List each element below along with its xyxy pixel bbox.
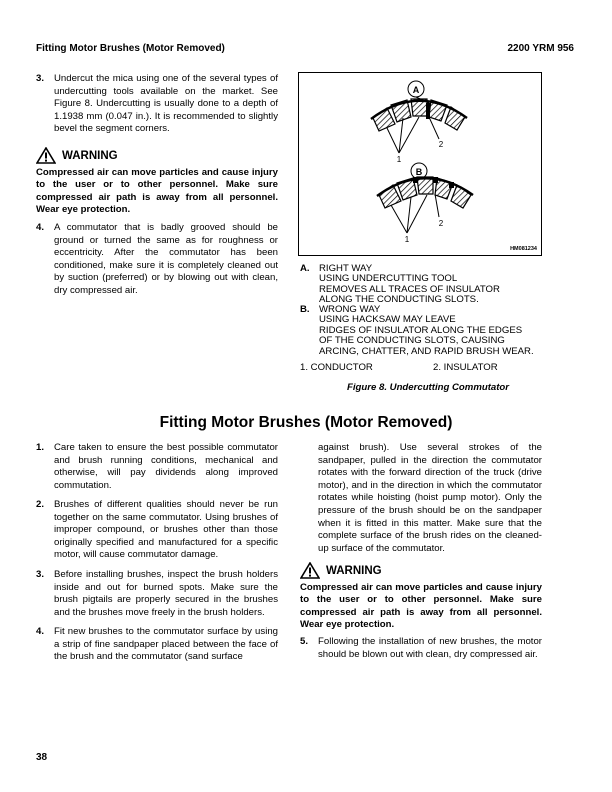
- step-number: 4.: [36, 626, 45, 637]
- step-number: 3.: [36, 73, 45, 84]
- warning-title: WARNING: [326, 564, 382, 577]
- part-conductor: 1. CONDUCTOR: [300, 362, 373, 373]
- step-number: 3.: [36, 569, 45, 580]
- warning-triangle-icon: [36, 147, 56, 164]
- warning-heading: [300, 562, 542, 579]
- step-text: Fit new brushes to the commutator surface by using a strip of fine sandpaper placed between the face of the brush and the commutator (sand surface: [54, 626, 278, 663]
- label-a: A: [412, 85, 420, 95]
- step-number: 4.: [36, 222, 45, 233]
- legend-line: ARCING, CHATTER, AND RAPID BRUSH WEAR.: [319, 345, 534, 357]
- figure-caption: Figure 8. Undercutting Commutator: [347, 382, 510, 393]
- warning-text: Compressed air can move particles and cause injury to the user or to other personnel. Make sure compressed air path is away from all personnel. Wear eye protection.: [300, 582, 542, 631]
- running-header-title: Fitting Motor Brushes (Motor Removed): [36, 43, 225, 54]
- warning-triangle-icon: [300, 562, 320, 579]
- legend-line: USING UNDERCUTTING TOOL: [319, 273, 458, 285]
- step-text: A commutator that is badly grooved should be ground or turned the same as for roughness or eccentricity. After the commutator has been conditioned, make sure it is completely cleaned out by suction (preferred) or by blowing out with clean, dry compressed air.: [54, 222, 278, 296]
- page-number: 38: [36, 752, 48, 763]
- legend-line: USING HACKSAW MAY LEAVE: [319, 314, 456, 326]
- diagram-b-segments: [377, 177, 473, 208]
- warning-block-2: [300, 562, 542, 632]
- document-number: 2200 YRM 956: [507, 43, 574, 54]
- legend-line: RIDGES OF INSULATOR ALONG THE EDGES: [319, 324, 523, 336]
- warning-text: Compressed air can move particles and cause injury to the user or to other personnel. Make sure compressed air path is away from all personnel. Wear eye protection.: [36, 167, 278, 216]
- callout-1-a: 1: [396, 155, 402, 164]
- warning-block-1: [36, 147, 278, 217]
- warning-heading: [36, 147, 278, 164]
- label-b: B: [415, 167, 423, 177]
- step-text: Before installing brushes, inspect the brush holders inside and out for burned spots. Make sure the brush pigtails are properly secured in the brushes and the brushes move freely in the brush holders.: [54, 569, 278, 618]
- step-text: Undercut the mica using one of the several types of undercutting tools available on the market. See Figure 8. Undercutting is usually done to a depth of 1.1938 mm (0.047 in.). It is recommended to slightly bevel the segment corners.: [54, 73, 278, 135]
- callout-2-b: 2: [438, 219, 444, 228]
- legend-line: RIGHT WAY: [319, 263, 373, 274]
- legend-line: REMOVES ALL TRACES OF INSULATOR: [319, 283, 500, 295]
- step-text: Following the installation of new brushes, the motor should be blown out with clean, dry compressed air.: [318, 636, 542, 660]
- legend-line: ALONG THE CONDUCTING SLOTS.: [319, 294, 479, 306]
- section-title: Fitting Motor Brushes (Motor Removed): [159, 414, 453, 431]
- step-text: Brushes of different qualities should never be run together on the same commutator. Using brushes of improper compound, or brushes other than those originally specified and manufactured for a specific motor, will cause commutator damage.: [54, 499, 278, 561]
- part-insulator: 2. INSULATOR: [433, 362, 498, 373]
- legend-letter: B.: [300, 304, 310, 315]
- legend-line: OF THE CONDUCTING SLOTS, CAUSING: [319, 335, 505, 347]
- figure-8-illustration: [298, 72, 542, 256]
- figure-id: HM081234: [510, 246, 537, 252]
- commutator-diagram: [299, 73, 541, 255]
- step-number: 1.: [36, 442, 45, 453]
- warning-title: WARNING: [62, 149, 118, 162]
- step-number: 5.: [300, 636, 309, 647]
- legend-line: WRONG WAY: [319, 304, 381, 315]
- callout-1-b: 1: [404, 235, 410, 244]
- diagram-a-segments: [371, 99, 467, 131]
- step-4-continuation: against brush). Use several strokes of the sandpaper, pulled in the direction the commutator rotates with the forward direction of the truck (drive motor), and in the direction in which the commutator rotates while hoisting (hoist pump motor). Only the pressure of the brush should be on the sandpaper when it is fitted in this matter. Make sure that the complete surface of the brush rides on the cleaned-up surface of the commutator.: [318, 442, 542, 554]
- step-text: Care taken to ensure the best possible commutator and brush running conditions, mechanical and otherwise, will pay dividends along improved commutation.: [54, 442, 278, 491]
- legend-letter: A.: [300, 263, 310, 274]
- step-number: 2.: [36, 499, 45, 510]
- callout-2-a: 2: [438, 140, 444, 149]
